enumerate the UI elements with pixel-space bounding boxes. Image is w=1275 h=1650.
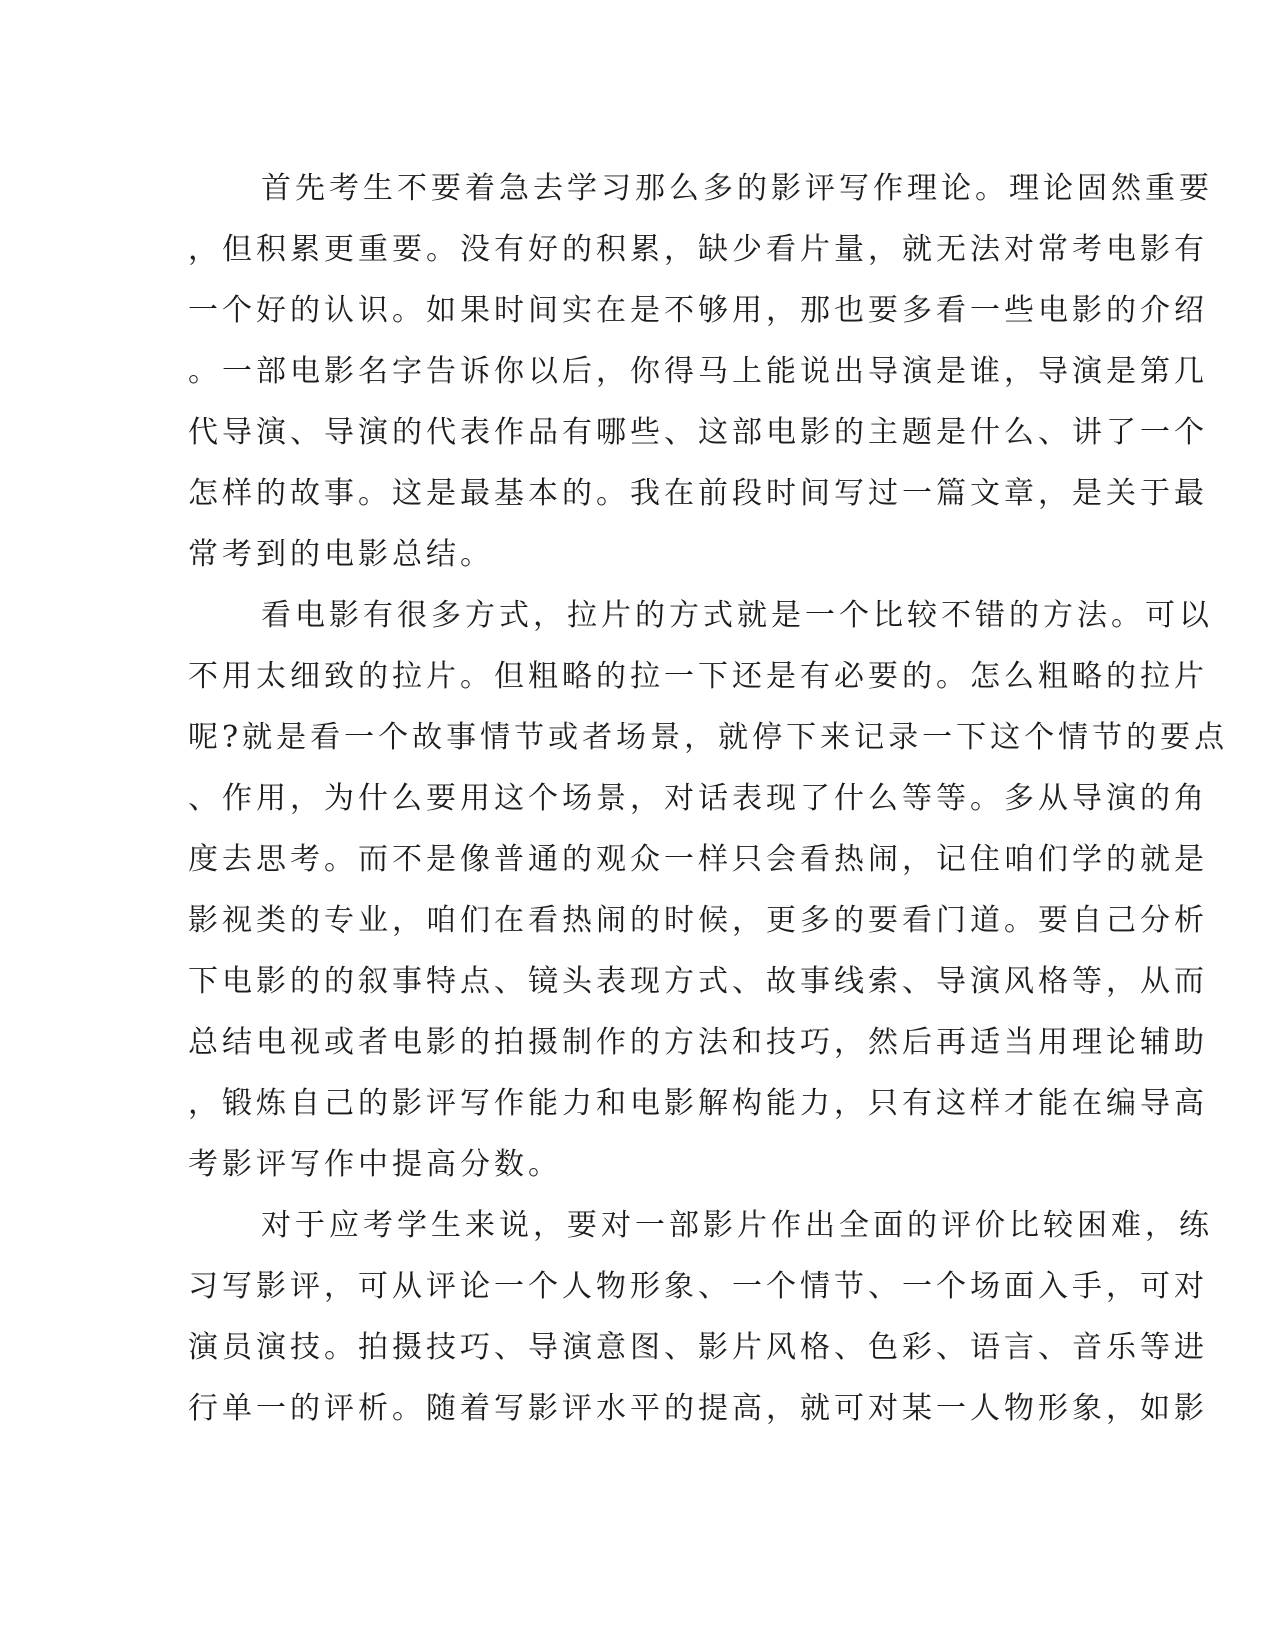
- text-line: ，锻炼自己的影评写作能力和电影解构能力，只有这样才能在编导高: [188, 1086, 1208, 1121]
- text-line: 呢?就是看一个故事情节或者场景，就停下来记录一下这个情节的要点: [188, 720, 1229, 755]
- paragraph-3: [188, 1195, 1213, 1439]
- body-text: [188, 158, 1229, 1439]
- text-line: 度去思考。而不是像普通的观众一样只会看热闹，记住咱们学的就是: [188, 842, 1208, 877]
- text-line: 常考到的电影总结。: [188, 537, 494, 572]
- text-line: 不用太细致的拉片。但粗略的拉一下还是有必要的。怎么粗略的拉片: [188, 659, 1208, 694]
- text-line: 代导演、导演的代表作品有哪些、这部电影的主题是什么、讲了一个: [188, 415, 1208, 450]
- paragraph-2: [188, 585, 1229, 1195]
- text-line: 下电影的的叙事特点、镜头表现方式、故事线索、导演风格等，从而: [188, 964, 1208, 999]
- text-line: 影视类的专业，咱们在看热闹的时候，更多的要看门道。要自己分析: [188, 903, 1208, 938]
- text-line: 行单一的评析。随着写影评水平的提高，就可对某一人物形象，如影: [188, 1391, 1208, 1426]
- text-line: 习写影评，可从评论一个人物形象、一个情节、一个场面入手，可对: [188, 1269, 1208, 1304]
- text-line: 一个好的认识。如果时间实在是不够用，那也要多看一些电影的介绍: [188, 293, 1208, 328]
- text-line: 演员演技。拍摄技巧、导演意图、影片风格、色彩、语言、音乐等进: [188, 1330, 1208, 1365]
- text-line: 对于应考学生来说，要对一部影片作出全面的评价比较困难，练: [261, 1208, 1213, 1243]
- text-line: 怎样的故事。这是最基本的。我在前段时间写过一篇文章，是关于最: [188, 476, 1208, 511]
- text-line: 总结电视或者电影的拍摄制作的方法和技巧，然后再适当用理论辅助: [188, 1025, 1208, 1060]
- text-line: 首先考生不要着急去学习那么多的影评写作理论。理论固然重要: [261, 171, 1213, 206]
- text-line: 看电影有很多方式，拉片的方式就是一个比较不错的方法。可以: [261, 598, 1213, 633]
- paragraph-1: [188, 158, 1213, 585]
- text-line: 考影评写作中提高分数。: [188, 1147, 562, 1182]
- text-line: 、作用，为什么要用这个场景，对话表现了什么等等。多从导演的角: [188, 781, 1208, 816]
- text-line: 。一部电影名字告诉你以后，你得马上能说出导演是谁，导演是第几: [188, 354, 1208, 389]
- text-line: ，但积累更重要。没有好的积累，缺少看片量，就无法对常考电影有: [188, 232, 1208, 267]
